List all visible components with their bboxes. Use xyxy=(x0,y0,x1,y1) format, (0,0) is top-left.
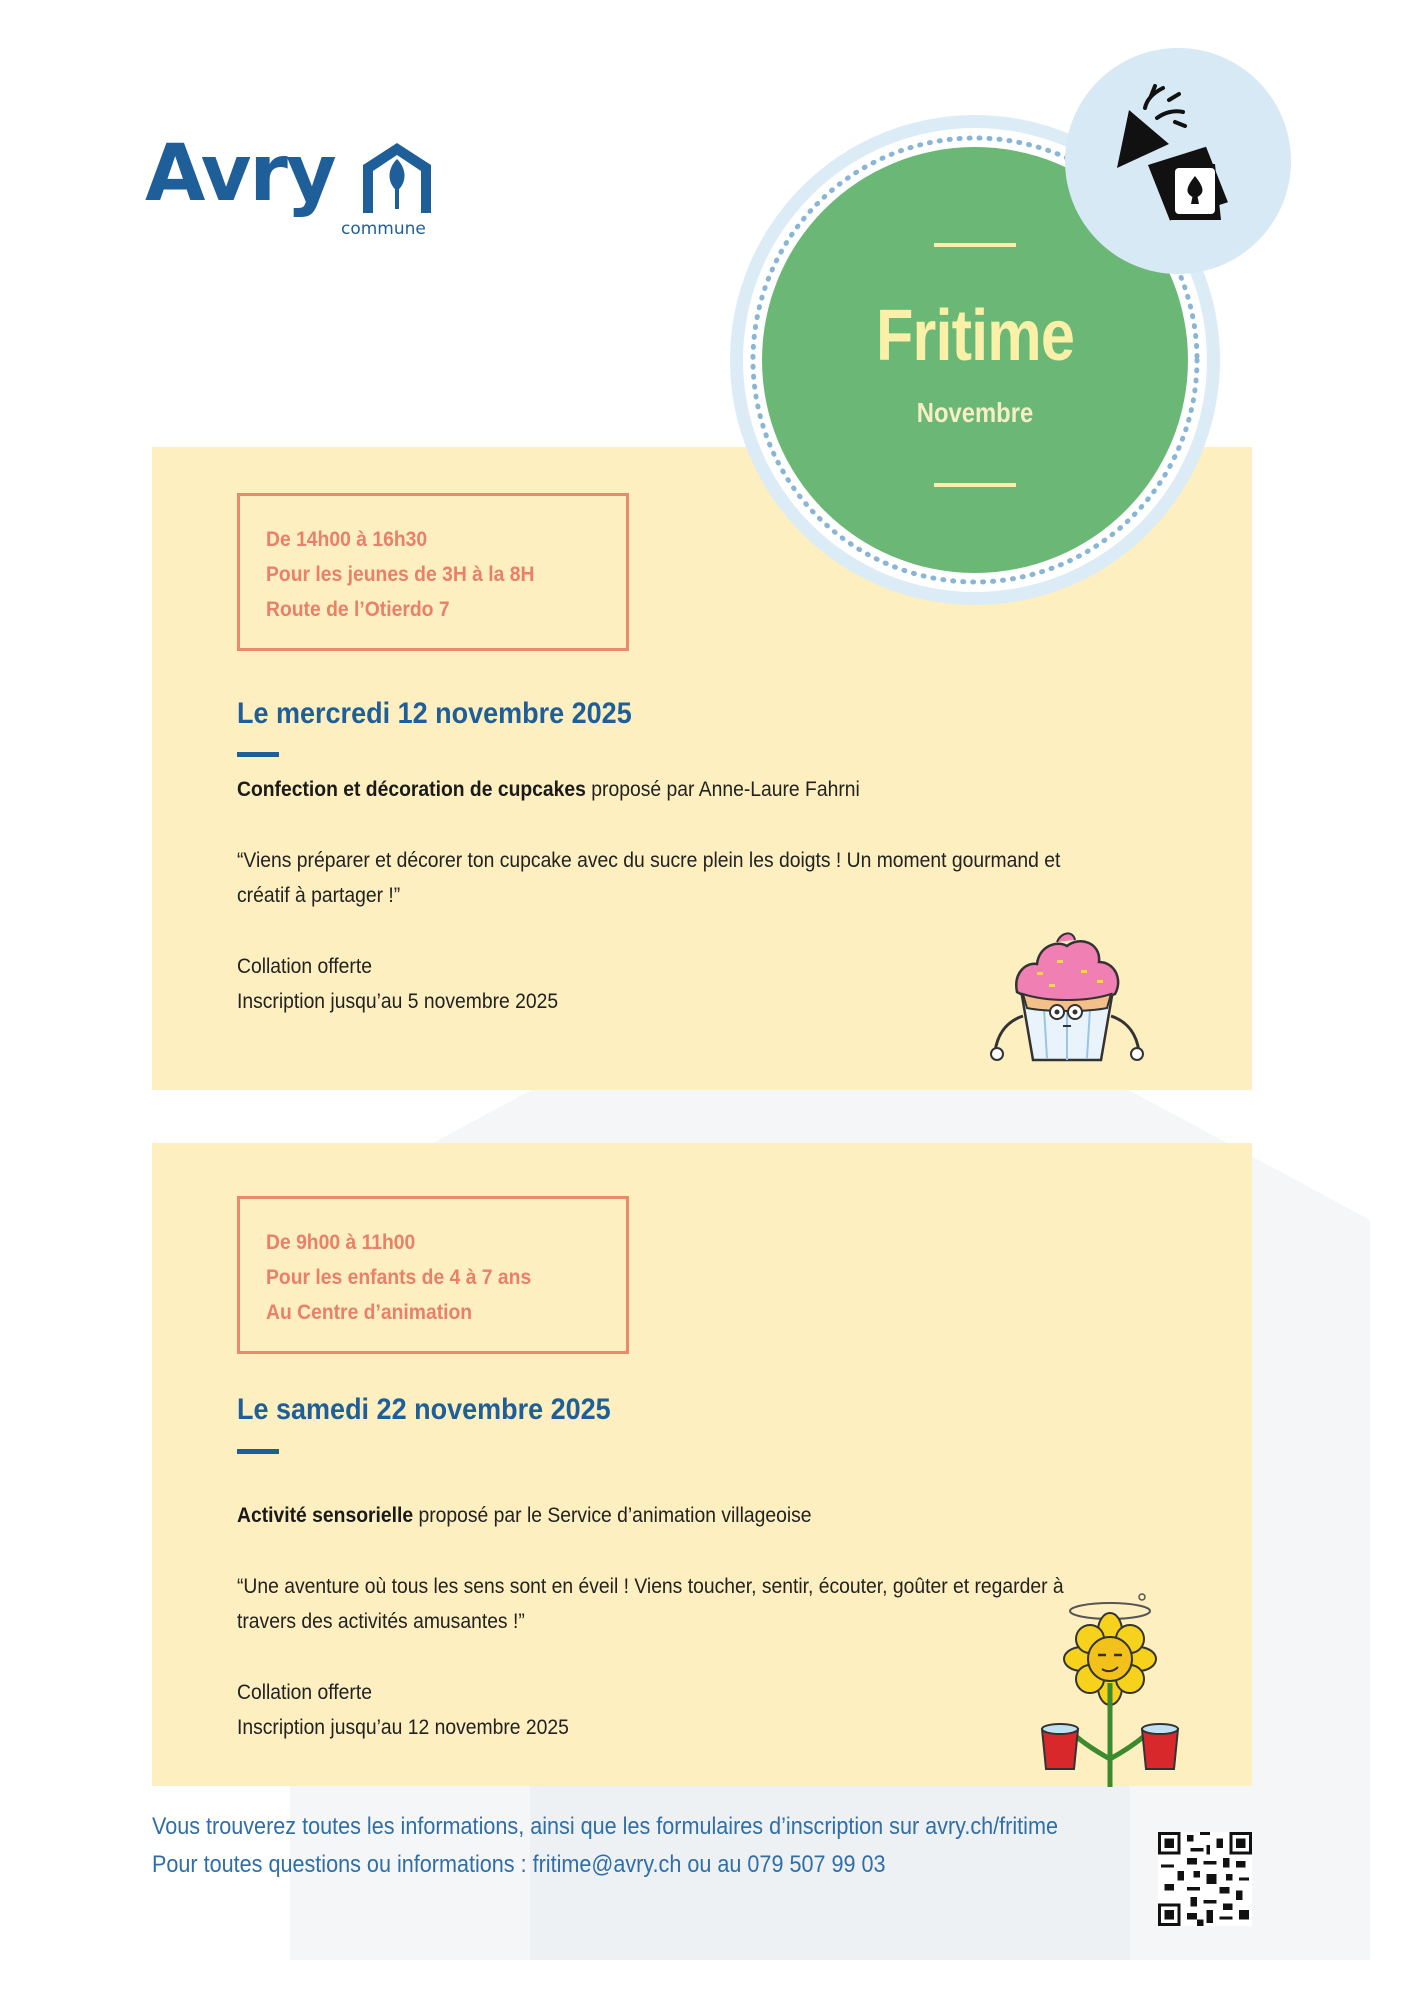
event-location: Route de l’Otierdo 7 xyxy=(266,598,450,621)
page-title: Fritime xyxy=(875,296,1075,376)
sunflower-illustration xyxy=(1032,1589,1182,1789)
leaf-house-icon xyxy=(357,139,437,213)
activity-title: Confection et décoration de cupcakes xyxy=(237,778,586,801)
logo-subtitle: commune xyxy=(341,219,426,239)
event-deadline: Inscription jusqu’au 12 novembre 2025 xyxy=(237,1716,569,1739)
footer-line-contact: Pour toutes questions ou informations : fritime@avry.ch ou au 079 507 99 03 xyxy=(152,1851,886,1878)
avry-logo[interactable] xyxy=(145,129,445,245)
event-audience: Pour les jeunes de 3H à la 8H xyxy=(266,563,535,586)
event-location: Au Centre d’animation xyxy=(266,1301,473,1324)
activity-provider: proposé par le Service d’animation villageoise xyxy=(413,1504,812,1527)
activity-title: Activité sensorielle xyxy=(237,1504,414,1527)
event-deadline: Inscription jusqu’au 5 novembre 2025 xyxy=(237,990,559,1013)
event-info-box xyxy=(237,1196,629,1354)
activity-provider: proposé par Anne-Laure Fahrni xyxy=(585,778,860,801)
page-subtitle: Novembre xyxy=(916,397,1034,428)
divider xyxy=(237,752,279,757)
event-date: Le samedi 22 novembre 2025 xyxy=(237,1393,611,1426)
event-card-2 xyxy=(152,1143,1252,1786)
event-audience: Pour les enfants de 4 à 7 ans xyxy=(266,1266,532,1289)
event-time: De 9h00 à 11h00 xyxy=(266,1231,416,1254)
cupcake-illustration xyxy=(987,912,1147,1072)
event-time: De 14h00 à 16h30 xyxy=(266,528,428,551)
footer-info xyxy=(152,1808,1058,1884)
event-snack: Collation offerte xyxy=(237,1681,372,1704)
event-activity xyxy=(237,772,1065,807)
event-activity xyxy=(237,1498,1065,1533)
party-cards-badge xyxy=(1065,48,1291,274)
event-info-box xyxy=(237,493,629,651)
logo-wordmark: Avry xyxy=(145,129,335,219)
divider xyxy=(237,1449,279,1454)
event-snack: Collation offerte xyxy=(237,955,372,978)
event-quote: “Viens préparer et décorer ton cupcake avec du sucre plein les doigts ! Un moment gourmand et créatif à partager !” xyxy=(237,849,1061,907)
event-date: Le mercredi 12 novembre 2025 xyxy=(237,697,632,730)
event-quote: “Une aventure où tous les sens sont en éveil ! Viens toucher, sentir, écouter, goûter et regarder à travers des activités amusantes !” xyxy=(237,1575,1064,1633)
footer-line-website: Vous trouverez toutes les informations, ainsi que les formulaires d’inscription sur avry.ch/fritime xyxy=(152,1813,1058,1840)
qr-code[interactable] xyxy=(1158,1832,1252,1926)
